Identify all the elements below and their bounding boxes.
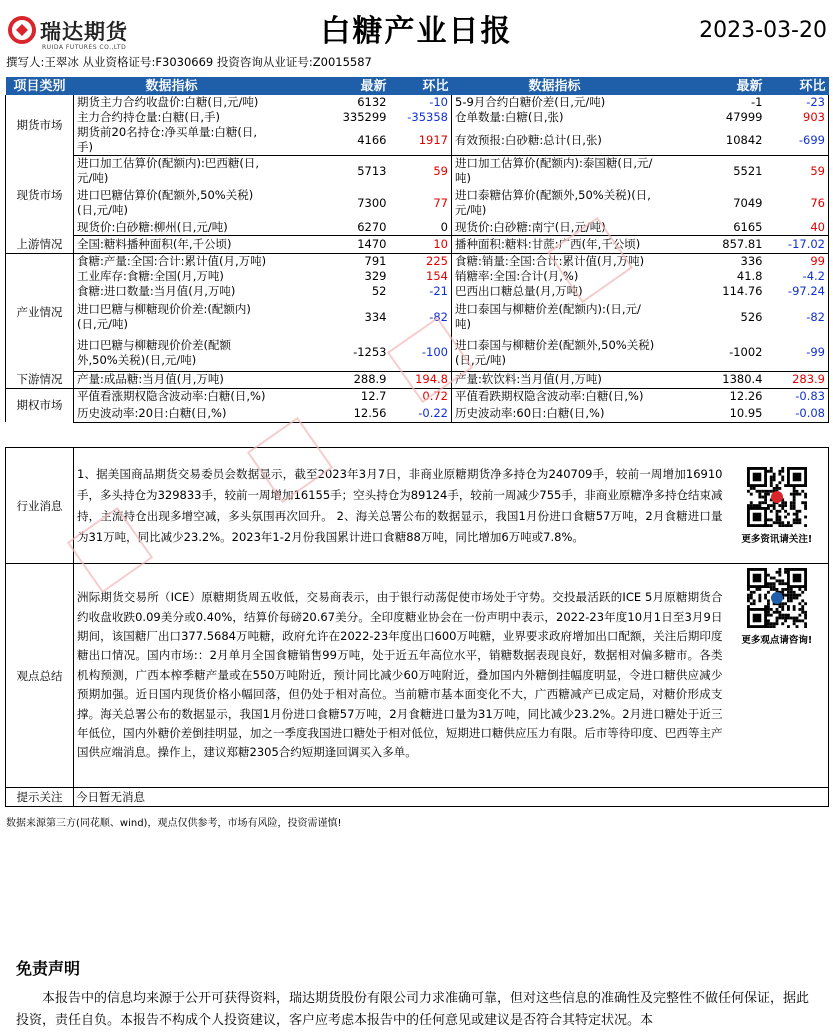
- indicator-label: 进口泰国与柳糖价差(配额外,50%关税)(日,元/吨): [452, 335, 658, 371]
- text-sections: [5, 447, 829, 807]
- change-value: 10: [390, 236, 452, 254]
- disclaimer-text: 本报告中的信息均来源于公开可获得资料，瑞达期货股份有限公司力求准确可靠，但对这些信息的准确性及完整性不做任何保证，据此投资，责任自负。本报告不构成个人投资建议，客户应考虑本报告中的任何意见或建议是否符合其特定状况。本: [16, 991, 810, 1028]
- latest-value: 7049: [733, 195, 763, 210]
- latest-value: 5521: [733, 163, 763, 178]
- latest-value: 1380.4: [658, 371, 766, 388]
- table-row: [6, 405, 829, 422]
- table-header-row: [6, 77, 829, 95]
- latest-value: 12.56: [270, 405, 390, 422]
- latest-value: 12.7: [360, 389, 387, 404]
- col-header-indicator-2: 数据指标: [452, 77, 658, 95]
- indicator-label: 期货主力合约收盘价:白糖(日,元/吨): [77, 95, 259, 109]
- table-row: [6, 299, 829, 335]
- table-row: [6, 156, 829, 187]
- indicator-label: 产量:软饮料:当月值(月,万吨): [452, 371, 658, 388]
- table-row: [6, 95, 829, 110]
- change-value: -699: [766, 125, 829, 156]
- page-title: 白糖产业日报: [320, 14, 513, 49]
- change-value: -17.02: [766, 236, 829, 254]
- indicator-label: 平值看涨期权隐含波动率:白糖(日,%): [77, 389, 266, 404]
- indicator-label: 仓单数量:白糖(日,张): [455, 110, 564, 124]
- category-cell: 期货市场: [6, 95, 74, 156]
- change-value: -82: [766, 299, 829, 335]
- change-value: -0.08: [766, 405, 829, 422]
- latest-value: -1: [751, 95, 763, 109]
- col-header-latest: 最新: [270, 77, 390, 95]
- indicator-label: 有效预报:白砂糖:总计(日,张): [452, 125, 658, 156]
- change-value: 0: [390, 220, 452, 236]
- notice-category: 提示关注: [6, 788, 74, 807]
- logo-subtitle: RUIDA FUTURES CO.,LTD: [42, 44, 127, 51]
- change-value: 194.8: [390, 371, 452, 388]
- latest-value: 4166: [270, 125, 390, 156]
- indicator-label: 巴西出口糖总量(月,万吨): [455, 284, 583, 298]
- notice-row: [6, 788, 829, 807]
- change-value: 225: [390, 254, 452, 270]
- change-value: 77: [390, 186, 452, 220]
- indicator-label: 进口泰国与柳糖价差(配额内):(日,元/吨): [455, 302, 641, 331]
- indicator-label: 进口加工估算价(配额内):巴西糖(日,元/吨): [77, 156, 259, 185]
- notice-text: 今日暂无消息: [74, 788, 829, 807]
- category-cell: 下游情况: [6, 371, 74, 388]
- indicator-label: 进口巴糖与柳糖现价价差:(配额内)(日,元/吨): [77, 302, 251, 331]
- change-value: 40: [766, 220, 829, 236]
- industry-news-category: 行业消息: [6, 448, 74, 564]
- indicator-label: 历史波动率:20日:白糖(日,%): [74, 405, 270, 422]
- data-source-note: 数据来源第三方(同花顺、wind)，观点仅供参考，市场有风险，投资需谨慎!: [6, 818, 342, 829]
- col-header-category: 项目类别: [6, 77, 74, 95]
- latest-value: 6165: [658, 220, 766, 236]
- latest-value: 47999: [725, 110, 763, 124]
- indicator-label: 食糖:销量:全国:合计:累计值(月,万吨): [455, 254, 645, 268]
- industry-news-row: [6, 448, 829, 564]
- indicator-label: 现货价:白砂糖:柳州(日,元/吨): [74, 220, 270, 236]
- change-value: -4.2: [766, 269, 829, 284]
- latest-value: 5713: [357, 163, 387, 178]
- indicator-label: 平值看跌期权隐含波动率:白糖(日,%): [455, 389, 644, 404]
- logo-name: 瑞达期货: [40, 20, 128, 44]
- change-value: 903: [766, 110, 829, 125]
- change-value: -82: [390, 299, 452, 335]
- indicator-label: 全国:糖料播种面积(年,千公顷): [74, 236, 270, 254]
- indicator-label: 主力合约持仓量:白糖(日,手): [77, 110, 221, 124]
- viewpoint-category: 观点总结: [6, 564, 74, 788]
- change-value: -0.22: [390, 405, 452, 422]
- col-header-latest-2: 最新: [658, 77, 766, 95]
- table-row: [6, 125, 829, 156]
- viewpoint-row: [6, 564, 829, 788]
- table-row: [6, 388, 829, 405]
- table-row: [6, 236, 829, 254]
- change-value: -99: [766, 335, 829, 371]
- change-value: -97.24: [766, 284, 829, 299]
- qr-code-icon: [747, 467, 807, 527]
- latest-value: 7300: [357, 195, 387, 210]
- table-row: [6, 186, 829, 220]
- indicator-label: 现货价:白砂糖:南宁(日,元/吨): [452, 220, 658, 236]
- indicator-label: 5-9月合约白糖价差(日,元/吨): [455, 95, 606, 109]
- change-value: -35358: [390, 110, 452, 125]
- qr-code-icon: [747, 568, 807, 628]
- industry-news-text: 1、据美国商品期货交易委员会数据显示，截至2023年3月7日，非商业原糖期货净多持仓为240709手，较前一周增加16910手，多头持仓为329833手，较前一周增加16155手；空头持仓为89124手，较前一周减少755手，非商业原糖净多持仓结束减持，主流持仓出现多增空减，多头氛围再次回升。 2、海关总署公布的数据显示，我国1月份进口食糖57万吨，2月食糖进口量为31万吨，同比减少23.2%。2023年1-2月份我国累计进口食糖88万吨，同比增加6万吨或7.8%。: [77, 466, 723, 544]
- change-value: 59: [766, 156, 829, 187]
- latest-value: 10.95: [658, 405, 766, 422]
- latest-value: 10842: [658, 125, 766, 156]
- indicator-label: 销糖率:全国:合计(月,%): [455, 269, 579, 283]
- latest-value: 336: [740, 254, 763, 268]
- change-value: 0.72: [390, 388, 452, 405]
- change-value: -23: [766, 95, 829, 110]
- indicator-label: 期货前20名持仓:净买单量:白糖(日,手): [74, 125, 270, 156]
- author-line: 撰写人:王翠冰 从业资格证号:F3030669 投资咨询从业证号:Z0015587: [6, 55, 372, 69]
- table-row: [6, 284, 829, 299]
- latest-value: 1470: [270, 236, 390, 254]
- indicator-table: [5, 77, 829, 423]
- report-date: 2023-03-20: [699, 18, 827, 43]
- change-value: -0.83: [766, 388, 829, 405]
- change-value: 283.9: [766, 371, 829, 388]
- indicator-label: 食糖:产量:全国:合计:累计值(月,万吨): [77, 254, 267, 268]
- disclaimer-title: 免责声明: [16, 959, 81, 978]
- latest-value: 857.81: [658, 236, 766, 254]
- category-cell: 期权市场: [6, 388, 74, 422]
- change-value: 99: [766, 254, 829, 270]
- indicator-label: 产量:成品糖:当月值(月,万吨): [74, 371, 270, 388]
- col-header-change-2: 环比: [766, 77, 829, 95]
- change-value: 154: [390, 269, 452, 284]
- latest-value: 526: [740, 309, 763, 324]
- change-value: 1917: [390, 125, 452, 156]
- latest-value: 41.8: [736, 269, 763, 283]
- latest-value: -1253: [270, 335, 390, 371]
- latest-value: 288.9: [270, 371, 390, 388]
- change-value: -100: [390, 335, 452, 371]
- category-cell: 上游情况: [6, 236, 74, 254]
- table-row: [6, 371, 829, 388]
- category-cell: 现货市场: [6, 156, 74, 236]
- table-row: [6, 110, 829, 125]
- change-value: -10: [390, 95, 452, 110]
- indicator-label: 进口巴糖与柳糖现价价差(配额外,50%关税)(日,元/吨): [74, 335, 270, 371]
- qr-caption: 更多观点请咨询!: [741, 635, 813, 646]
- table-row: [6, 220, 829, 236]
- latest-value: 6132: [357, 95, 387, 109]
- viewpoint-text: 洲际期货交易所（ICE）原糖期货周五收低，交易商表示，由于银行动荡促使市场处于守势。交投最活跃的ICE 5月原糖期货合约收盘收跌0.09美分或0.40%，结算价每磅20.67美分。全印度糖业协会在一份声明中表示，2022-23年度10月1日至3月9日期间，该国糖厂出口377.5684万吨糖，政府允许在2022-23年度出口600万吨糖，业界要求政府增加出口配额，关注后期印度糖出口情况。国内市场:：2月单月全国食糖销售99万吨，处于近五年高位水平，销糖数据表现良好，数据相对偏多糖市。各类机构预测，广西本榨季糖产量或在550万吨附近，预计同比减少60万吨附近，叠加国内外糖倒挂幅度明显，令进口糖供应减少预期加强。近日国内现货价格小幅回落，但仍处于相对高位。当前糖市基本面变化不大，广西糖减产已成定局，对糖价形成支撑。海关总署公布的数据显示，我国1月份进口食糖57万吨，2月食糖进口量为31万吨，同比减少23.2%。2月进口糖处于近三年低位，国内外糖价差倒挂明显，加之一季度我国进口糖处于相对低位，短期进口糖供应压力有限。后市等待印度、巴西等主产国供应端消息。操作上，建议郑糖2305合约短期逢回调买入多单。: [77, 590, 723, 760]
- indicator-label: 食糖:进口数量:当月值(月,万吨): [77, 284, 236, 298]
- indicator-label: 历史波动率:60日:白糖(日,%): [452, 405, 658, 422]
- category-cell: 产业情况: [6, 254, 74, 372]
- indicator-label: 进口巴糖估算价(配额外,50%关税)(日,元/吨): [77, 188, 254, 217]
- latest-value: 114.76: [722, 284, 763, 298]
- qr-caption: 更多资讯请关注!: [741, 533, 813, 545]
- latest-value: -1002: [658, 335, 766, 371]
- change-value: -21: [390, 284, 452, 299]
- latest-value: 791: [364, 254, 387, 268]
- table-row: [6, 269, 829, 284]
- latest-value: 334: [364, 309, 387, 324]
- latest-value: 329: [364, 269, 387, 283]
- latest-value: 12.26: [729, 389, 763, 404]
- indicator-label: 进口泰糖估算价(配额外,50%关税)(日,元/吨): [455, 188, 651, 217]
- col-header-change: 环比: [390, 77, 452, 95]
- latest-value: 52: [371, 284, 387, 298]
- indicator-label: 工业库存:食糖:全国(月,万吨): [77, 269, 224, 283]
- change-value: 76: [766, 186, 829, 220]
- change-value: 59: [390, 156, 452, 187]
- col-header-indicator: 数据指标: [74, 77, 270, 95]
- table-row: [6, 254, 829, 270]
- table-row: [6, 335, 829, 371]
- latest-value: 6270: [270, 220, 390, 236]
- indicator-label: 播种面积:糖料:甘蔗:广西(年,千公顷): [452, 236, 658, 254]
- indicator-label: 进口加工估算价(配额内):泰国糖(日,元/吨): [455, 156, 653, 185]
- latest-value: 335299: [342, 110, 387, 124]
